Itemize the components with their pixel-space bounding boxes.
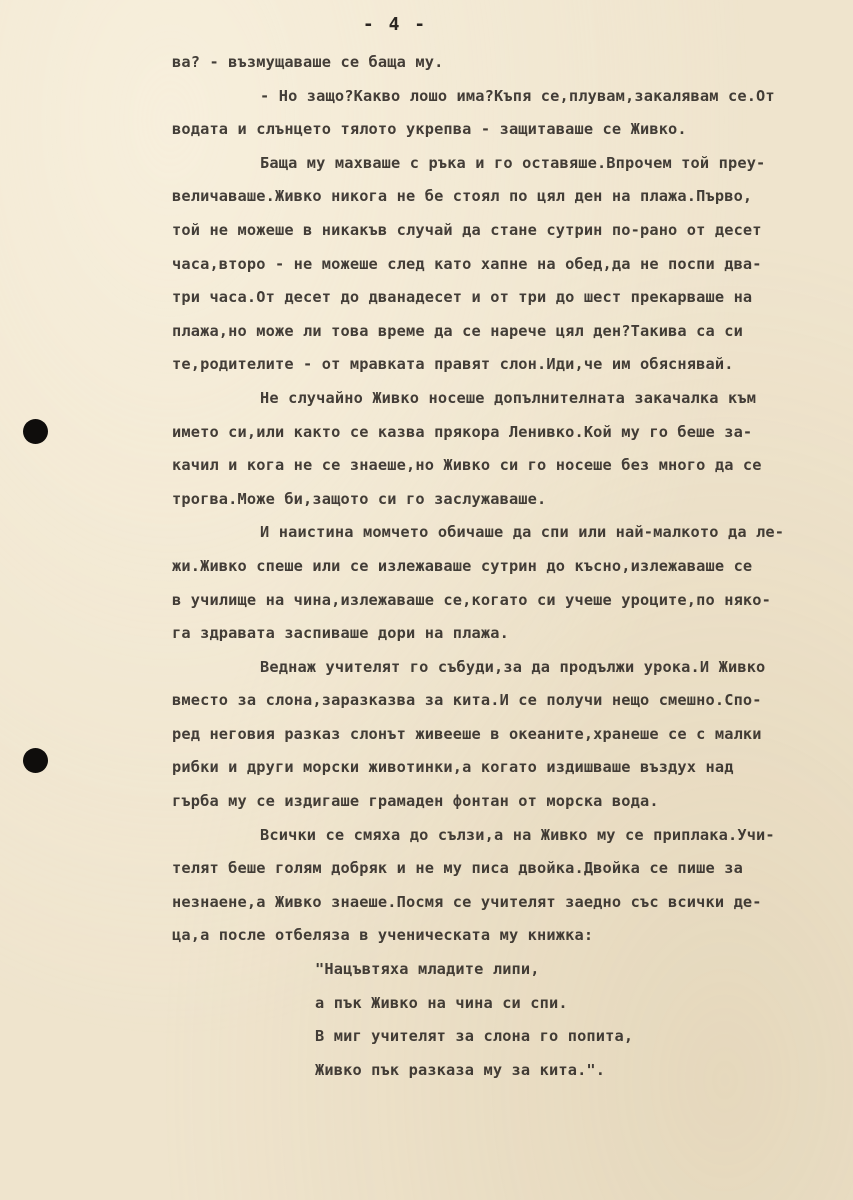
text-line: - Но защо?Какво лошо има?Къпя се,плувам,закалявам се.От — [260, 86, 775, 105]
text-line: плажа,но може ли това време да се нарече цял ден?Такива са си — [172, 321, 743, 340]
text-line: трогва.Може би,защото си го заслужаваше. — [172, 489, 547, 508]
text-line: незнаене,а Живко знаеше.Посмя се учителят заедно със всички де- — [172, 892, 762, 911]
text-line: гърба му се издигаше грамаден фонтан от морска вода. — [172, 792, 659, 811]
poem-line: В миг учителят за слона го попита, — [315, 1027, 634, 1046]
punch-hole-icon — [23, 748, 48, 773]
text-line: телят беше голям добряк и не му писа двойка.Двойка се пише за — [172, 859, 743, 878]
text-line: името си,или както се казва прякора Ленивко.Кой му го беше за- — [172, 422, 753, 441]
text-line: величаваше.Живко никога не бе стоял по цял ден на плажа.Първо, — [172, 187, 753, 206]
text-line: ва? - възмущаваше се баща му. — [172, 53, 444, 71]
punch-hole-icon — [23, 419, 48, 444]
poem-line: Живко пък разказа му за кита.". — [315, 1060, 606, 1079]
poem-line: а пък Живко на чина си спи. — [315, 993, 568, 1012]
text-line: вместо за слона,заразказва за кита.И се получи нещо смешно.Спо- — [172, 691, 762, 710]
text-line: ца,а после отбеляза в ученическата му книжка: — [172, 926, 594, 945]
text-line: Веднаж учителят го събуди,за да продължи урока.И Живко — [260, 657, 766, 676]
text-line: в училище на чина,излежаваше се,когато си учеше уроците,по няко- — [172, 590, 772, 609]
page-number: - 4 - — [362, 14, 428, 35]
text-line: часа,второ - не можеше след като хапне на обед,да не поспи два- — [172, 254, 762, 273]
text-line: ред неговия разказ слонът живееше в океаните,хранеше се с малки — [172, 724, 762, 743]
text-line: три часа.От десет до дванадесет и от три до шест прекарваше на — [172, 288, 753, 307]
text-line: те,родителите - от мравката правят слон.Иди,че им обяснявай. — [172, 355, 734, 374]
poem-line: "Нацъвтяха младите липи, — [315, 960, 540, 979]
text-line: качил и кога не се знаеше,но Живко си го носеше без много да се — [172, 456, 762, 475]
text-line: И наистина момчето обичаше да спи или най-малкото да ле- — [260, 523, 785, 542]
text-line: га здравата заспиваше дори на плажа. — [172, 624, 509, 643]
text-line: Баща му махваше с ръка и го оставяше.Впрочем той преу- — [260, 153, 766, 172]
text-line: той не можеше в никакъв случай да стане сутрин по-рано от десет — [172, 220, 762, 239]
text-line: водата и слънцето тялото укрепва - защитаваше се Живко. — [172, 120, 687, 139]
text-line: рибки и други морски животинки,а когато издишваше въздух над — [172, 758, 734, 777]
body-text — [172, 46, 853, 1087]
text-line: жи.Живко спеше или се излежаваше сутрин до късно,излежаваше се — [172, 556, 753, 575]
text-line: Не случайно Живко носеше допълнителната закачалка към — [260, 388, 757, 407]
text-line: Всички се смяха до сълзи,а на Живко му се приплака.Учи- — [260, 825, 775, 844]
